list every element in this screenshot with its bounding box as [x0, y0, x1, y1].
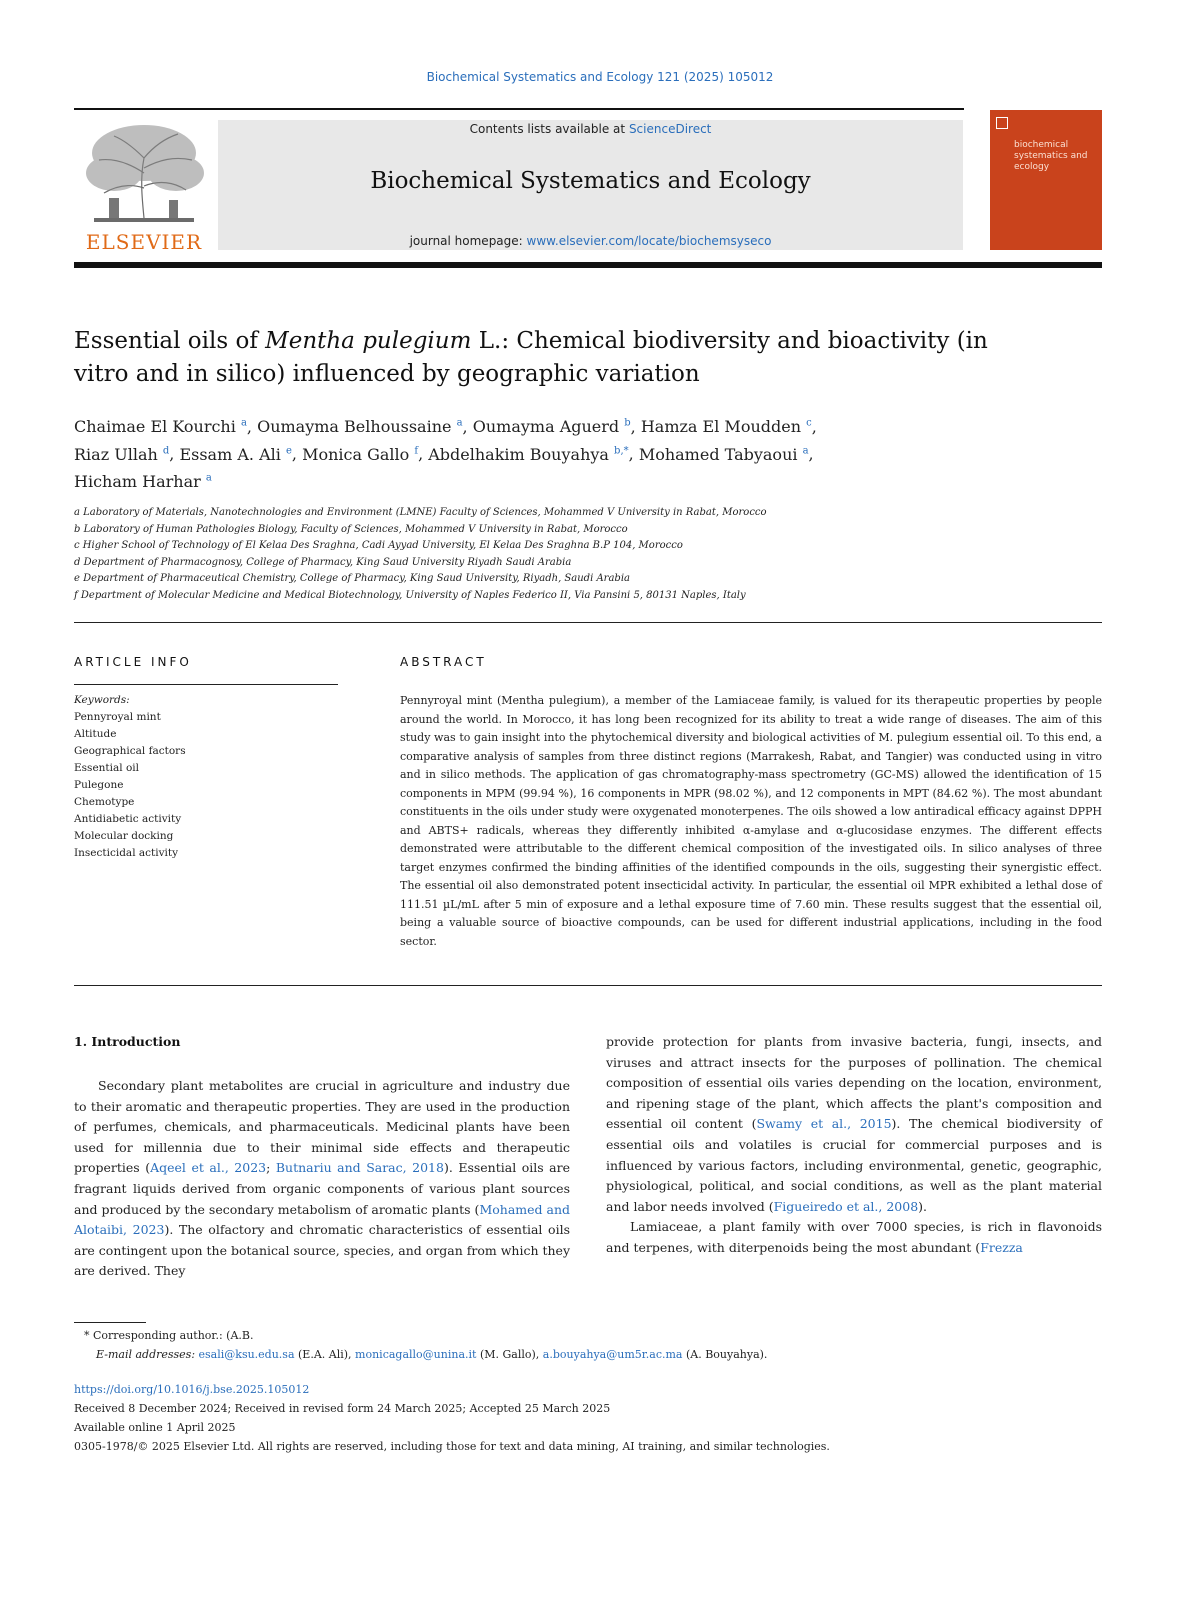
paragraph: Secondary plant metabolites are crucial in agriculture and industry due to their aromatic and therapeutic properties. They are used in the production of perfumes, chemicals, and pharmaceuticals. Medicinal plants have been used for millennia due to their minimal side effects and therapeutic properties (Aqeel et al., 2023; Butnariu and Sarac, 2018). Essential oils are fragrant liquids derived from organic components of various plant sources and produced by the secondary metabolism of aromatic plants (Mohamed and Alotaibi, 2023). The olfactory and chromatic characteristics of essential oils are contingent upon the botanical source, species, and organ from which they are derived. They: [74, 1078, 571, 1279]
author[interactable]: Monica Gallo $^f$: [302, 444, 419, 464]
article-info-rule: [74, 684, 338, 685]
keyword: Antidiabetic activity: [74, 813, 182, 825]
cover-title: biochemical systematics and ecology: [1014, 140, 1088, 172]
journal-homepage-link[interactable]: www.elsevier.com/locate/biochemsyseco: [526, 234, 772, 248]
cover-logo-icon: [996, 117, 1008, 129]
body-column-left: [74, 1076, 570, 1282]
title-part-1: Essential oils of: [74, 328, 266, 354]
author[interactable]: Mohamed Tabyaoui $^a$: [638, 444, 809, 464]
homepage-line: [218, 234, 963, 248]
affiliation: a Laboratory of Materials, Nanotechnologies and Environment (LMNE) Faculty of Sciences, Mohammed V University in Rabat, Morocco: [74, 507, 767, 518]
keyword: Insecticidal activity: [74, 847, 179, 859]
corresponding-author-note: * Corresponding author.: (A.B.: [84, 1329, 254, 1342]
author[interactable]: Essam A. Ali $^e$: [179, 444, 292, 464]
paragraph: provide protection for plants from invasive bacteria, fungi, insects, and viruses and attract insects for the purposes of pollination. The chemical composition of essential oils varies depending on the location, environment, and ripening stage of the plant, which affects the plant's composition and essential oil content (Swamy et al., 2015). The chemical biodiversity of essential oils and volatiles is crucial for commercial purposes and is influenced by various factors, including environmental, genetic, geographic, physiological, political, and social conditions, as well as the plant material and labor needs involved (Figueiredo et al., 2008).: [606, 1034, 1102, 1214]
header-bottom-rule: [74, 262, 1102, 268]
email-addresses: E-mail addresses: esali@ksu.edu.sa (E.A. Ali), monicagallo@unina.it (M. Gallo), a.bouyahya@um5r.ac.ma (A. Bouyahya).: [96, 1348, 768, 1361]
author-list: Chaimae El Kourchi $^a$, Oumayma Belhoussaine $^a$, Oumayma Aguerd $^b$, Hamza El Moudden $^c$, Riaz Ullah $^d$, Essam A. Ali $^e$, Monica Gallo $^f$, Abdelhakim Bouyahya $^{b,*}$, Mohamed Tabyaoui $^a$, Hicham Harhar $^a$: [74, 417, 817, 491]
section-heading-introduction: 1. Introduction: [74, 1034, 181, 1049]
author[interactable]: Riaz Ullah $^d$: [74, 444, 170, 464]
article-title: [74, 325, 1034, 391]
paragraph: Lamiaceae, a plant family with over 7000 species, is rich in flavonoids and terpenes, with diterpenoids being the most abundant (Frezza: [606, 1219, 1102, 1255]
affiliation: d Department of Pharmacognosy, College of Pharmacy, King Saud University Riyadh Saudi Arabia: [74, 556, 572, 568]
affiliations-rule: [74, 622, 1102, 623]
reference-link[interactable]: Mohamed and Alotaibi, 2023: [74, 1201, 570, 1238]
email-link[interactable]: monicagallo@unina.it: [355, 1348, 477, 1361]
affiliation: f Department of Molecular Medicine and Medical Biotechnology, University of Naples Federico II, Via Pansini 5, 80131 Naples, Italy: [74, 589, 746, 601]
keyword: Geographical factors: [74, 745, 186, 757]
keyword: Pennyroyal mint: [74, 711, 161, 723]
keyword: Pulegone: [74, 779, 124, 791]
author[interactable]: Hamza El Moudden $^c$: [640, 417, 812, 437]
body-column-right: [606, 1032, 1102, 1259]
contents-prefix: Contents lists available at: [469, 122, 629, 136]
footnotes: [74, 1326, 1102, 1364]
email-link[interactable]: esali@ksu.edu.sa: [198, 1348, 295, 1361]
reference-link[interactable]: Figueiredo et al., 2008: [773, 1198, 919, 1214]
keyword: Essential oil: [74, 762, 139, 774]
keywords-title: Keywords:: [74, 694, 130, 706]
keywords-block: [74, 692, 338, 862]
reference-link[interactable]: Aqeel et al., 2023: [150, 1160, 267, 1176]
contents-line: [218, 122, 963, 136]
journal-citation-link[interactable]: Biochemical Systematics and Ecology 121 (2025) 105012: [426, 70, 774, 84]
keyword: Chemotype: [74, 796, 135, 808]
author[interactable]: Abdelhakim Bouyahya $^{b,*}$: [428, 444, 629, 464]
affiliation: b Laboratory of Human Pathologies Biology, Faculty of Sciences, Mohammed V University in Rabat, Morocco: [74, 523, 628, 535]
publication-info: [74, 1380, 1102, 1456]
reference-link[interactable]: Swamy et al., 2015: [756, 1116, 892, 1132]
affiliation: e Department of Pharmaceutical Chemistry, College of Pharmacy, King Saud University, Riyadh, Saudi Arabia: [74, 573, 630, 584]
author[interactable]: Oumayma Aguerd $^b$: [472, 417, 631, 437]
author[interactable]: Hicham Harhar $^a$: [74, 471, 212, 491]
abstract-heading: ABSTRACT: [400, 655, 487, 669]
journal-name: Biochemical Systematics and Ecology: [370, 168, 811, 194]
doi-link[interactable]: https://doi.org/10.1016/j.bse.2025.105012: [74, 1383, 310, 1396]
reference-link[interactable]: Butnariu and Sarac, 2018: [275, 1160, 444, 1176]
reference-link[interactable]: Frezza: [980, 1239, 1023, 1255]
homepage-prefix: journal homepage:: [409, 234, 527, 248]
keyword: Molecular docking: [74, 830, 174, 842]
footnote-rule: [74, 1322, 146, 1323]
affiliations: [74, 505, 1102, 604]
affiliation: c Higher School of Technology of El Kelaa Des Sraghna, Cadi Ayyad University, El Kelaa Des Sraghna B.P 104, Morocco: [74, 540, 683, 551]
received-dates: Received 8 December 2024; Received in revised form 24 March 2025; Accepted 25 March 2025: [74, 1402, 611, 1415]
publisher-logo-text: ELSEVIER: [85, 230, 203, 254]
header-top-rule: [74, 108, 964, 110]
sciencedirect-link[interactable]: ScienceDirect: [628, 122, 712, 136]
available-online: Available online 1 April 2025: [74, 1421, 236, 1434]
abstract-text: Pennyroyal mint (Mentha pulegium), a member of the Lamiaceae family, is valued for its therapeutic properties by people around the world. In Morocco, it has long been recognized for its ability to treat a wide range of diseases. The aim of this study was to gain insight into the phytochemical diversity and biological activities of M. pulegium essential oil. To this end, a comparative analysis of samples from three distinct regions (Marrakesh, Rabat, and Tangier) was conducted using in vitro and in silico methods. The application of gas chromatography-mass spectrometry (GC-MS) allowed the identification of 15 components in MPM (99.94 %), 16 components in MPR (98.02 %), and 12 components in MPT (84.62 %). The most abundant constituents in the oils under study were oxygenated monoterpenes. The oils showed a low antiradical efficacy against DPPH and ABTS+ radicals, whereas they differently inhibited α-amylase and α-glucosidase enzymes. The different effects demonstrated were attributable to the different chemical composition of the investigated oils. In silico analyses of three target enzymes confirmed the binding affinities of the identified compounds in the oils, suggesting their synergistic effect. The essential oil also demonstrated potent insecticidal activity. In particular, the essential oil MPR exhibited a lethal dose of 111.51 µL/mL after 5 min of exposure and a lethal exposure time of 7.60 min. These results suggest that the essential oil, being a valuable source of bioactive compounds, can be used for different industrial applications, including in the food sector.: [400, 694, 1102, 948]
author[interactable]: Chaimae El Kourchi $^a$: [74, 417, 247, 437]
abstract-rule: [74, 985, 1102, 986]
title-species: Mentha pulegium: [265, 328, 472, 354]
article-info-heading: ARTICLE INFO: [74, 655, 192, 669]
copyright: 0305-1978/© 2025 Elsevier Ltd. All rights are reserved, including those for text and data mining, AI training, and similar technologies.: [74, 1440, 830, 1453]
keyword: Altitude: [74, 728, 117, 740]
email-link[interactable]: a.bouyahya@um5r.ac.ma: [542, 1348, 683, 1361]
author[interactable]: Oumayma Belhoussaine $^a$: [257, 417, 463, 437]
journal-cover-thumbnail[interactable]: [990, 110, 1102, 250]
title-part-2: L.: Chemical biodiversity and bioactivity (in vitro and in silico) influenced by geographic variation: [74, 328, 988, 387]
